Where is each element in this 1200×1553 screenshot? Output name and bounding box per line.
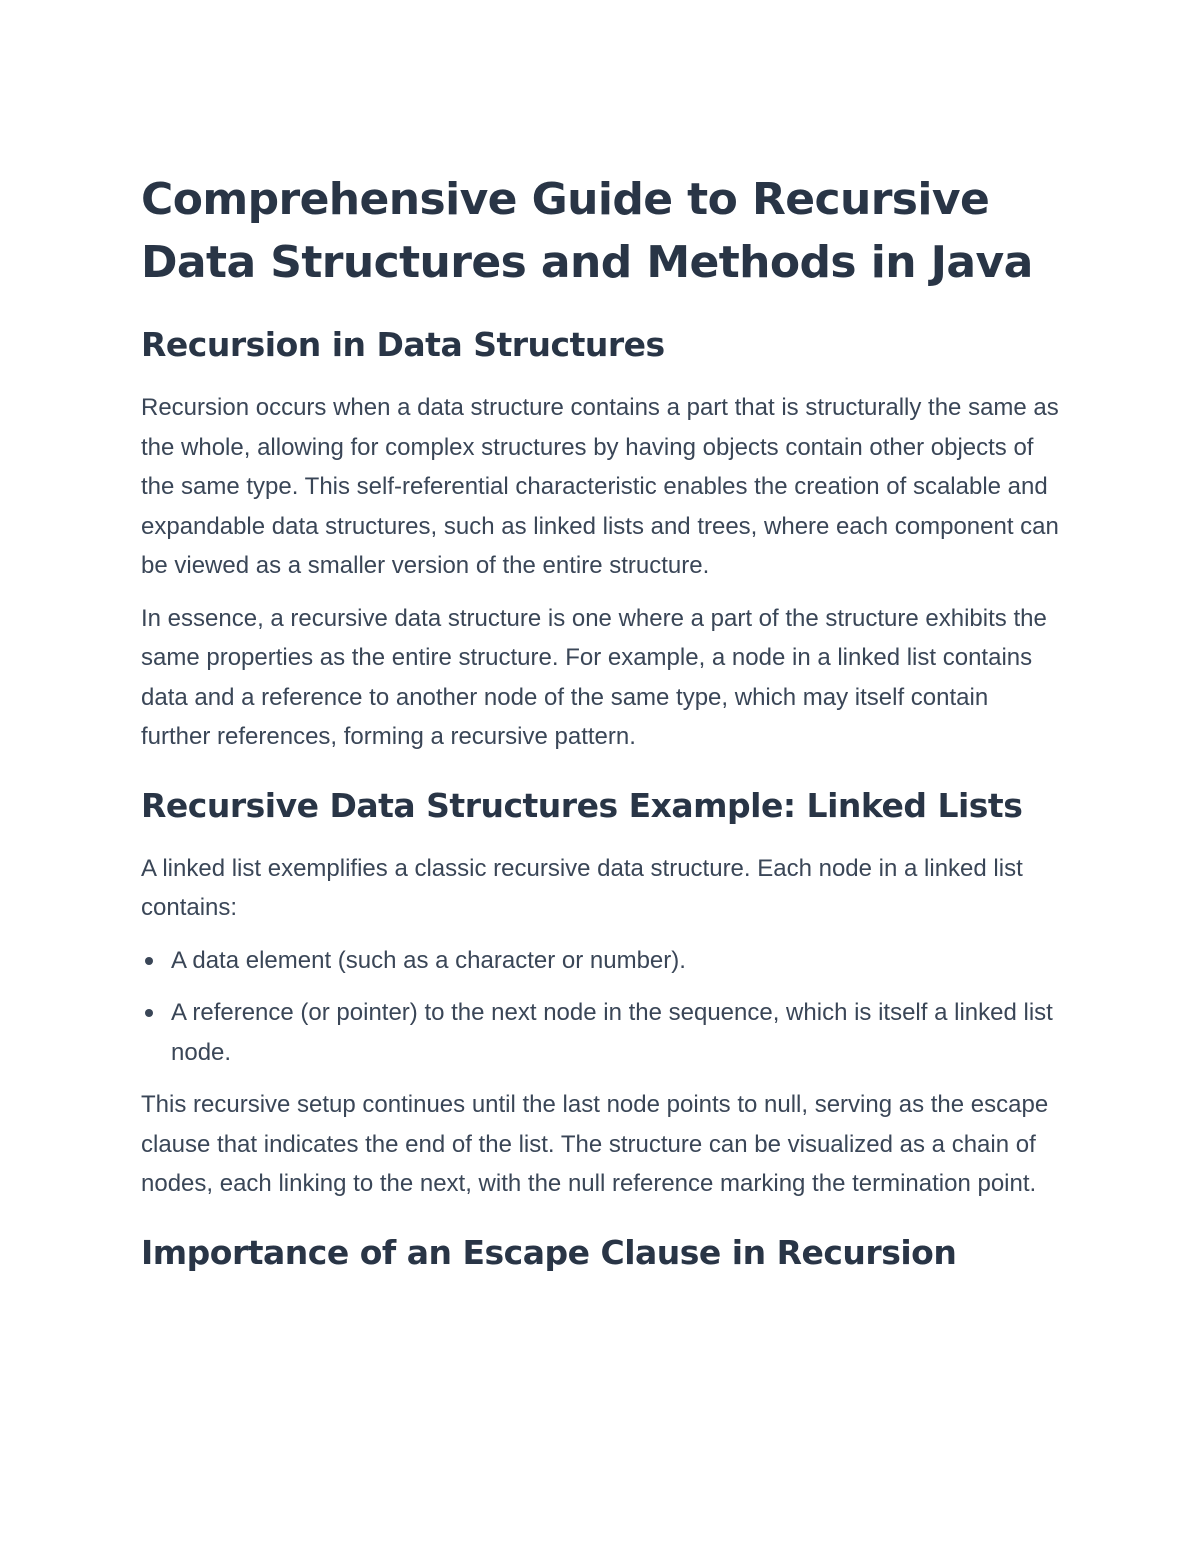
paragraph-recursion-definition: Recursion occurs when a data structure contains a part that is structurally the same as the whole, allowing for complex structures by having objects contain other objects of the same type. This self-referential characteristic enables the creation of scalable and expandable data structures, such as linked lists and trees, where each component can be viewed as a smaller version of the entire structure. (141, 394, 1059, 579)
document-page (141, 168, 1061, 1296)
list-item (141, 993, 1061, 1072)
linked-list-bullets (141, 941, 1061, 1073)
list-item (141, 941, 1061, 981)
document-title: Comprehensive Guide to Recursive Data Structures and Methods in Java (141, 174, 1033, 288)
list-item-text: A reference (or pointer) to the next node in the sequence, which is itself a linked list node. (171, 999, 1053, 1066)
bullet-icon (145, 1009, 153, 1017)
section-heading-linked-lists: Recursive Data Structures Example: Linked Lists (141, 785, 1023, 825)
paragraph-linked-list-outro: This recursive setup continues until the last node points to null, serving as the escape clause that indicates the end of the list. The structure can be visualized as a chain of nodes, each linking to the next, with the null reference marking the termination point. (141, 1091, 1049, 1197)
section-heading-recursion: Recursion in Data Structures (141, 325, 665, 364)
list-item-text: A data element (such as a character or number). (171, 946, 686, 974)
paragraph-linked-list-intro: A linked list exemplifies a classic recursive data structure. Each node in a linked list contains: (141, 854, 1023, 921)
section-heading-escape-clause: Importance of an Escape Clause in Recursion (141, 1232, 957, 1272)
bullet-icon (145, 957, 153, 965)
paragraph-recursion-essence: In essence, a recursive data structure is one where a part of the structure exhibits the same properties as the entire structure. For example, a node in a linked list contains data and a reference to another node of the same type, which may itself contain further references, forming a recursive pattern. (141, 604, 1047, 750)
